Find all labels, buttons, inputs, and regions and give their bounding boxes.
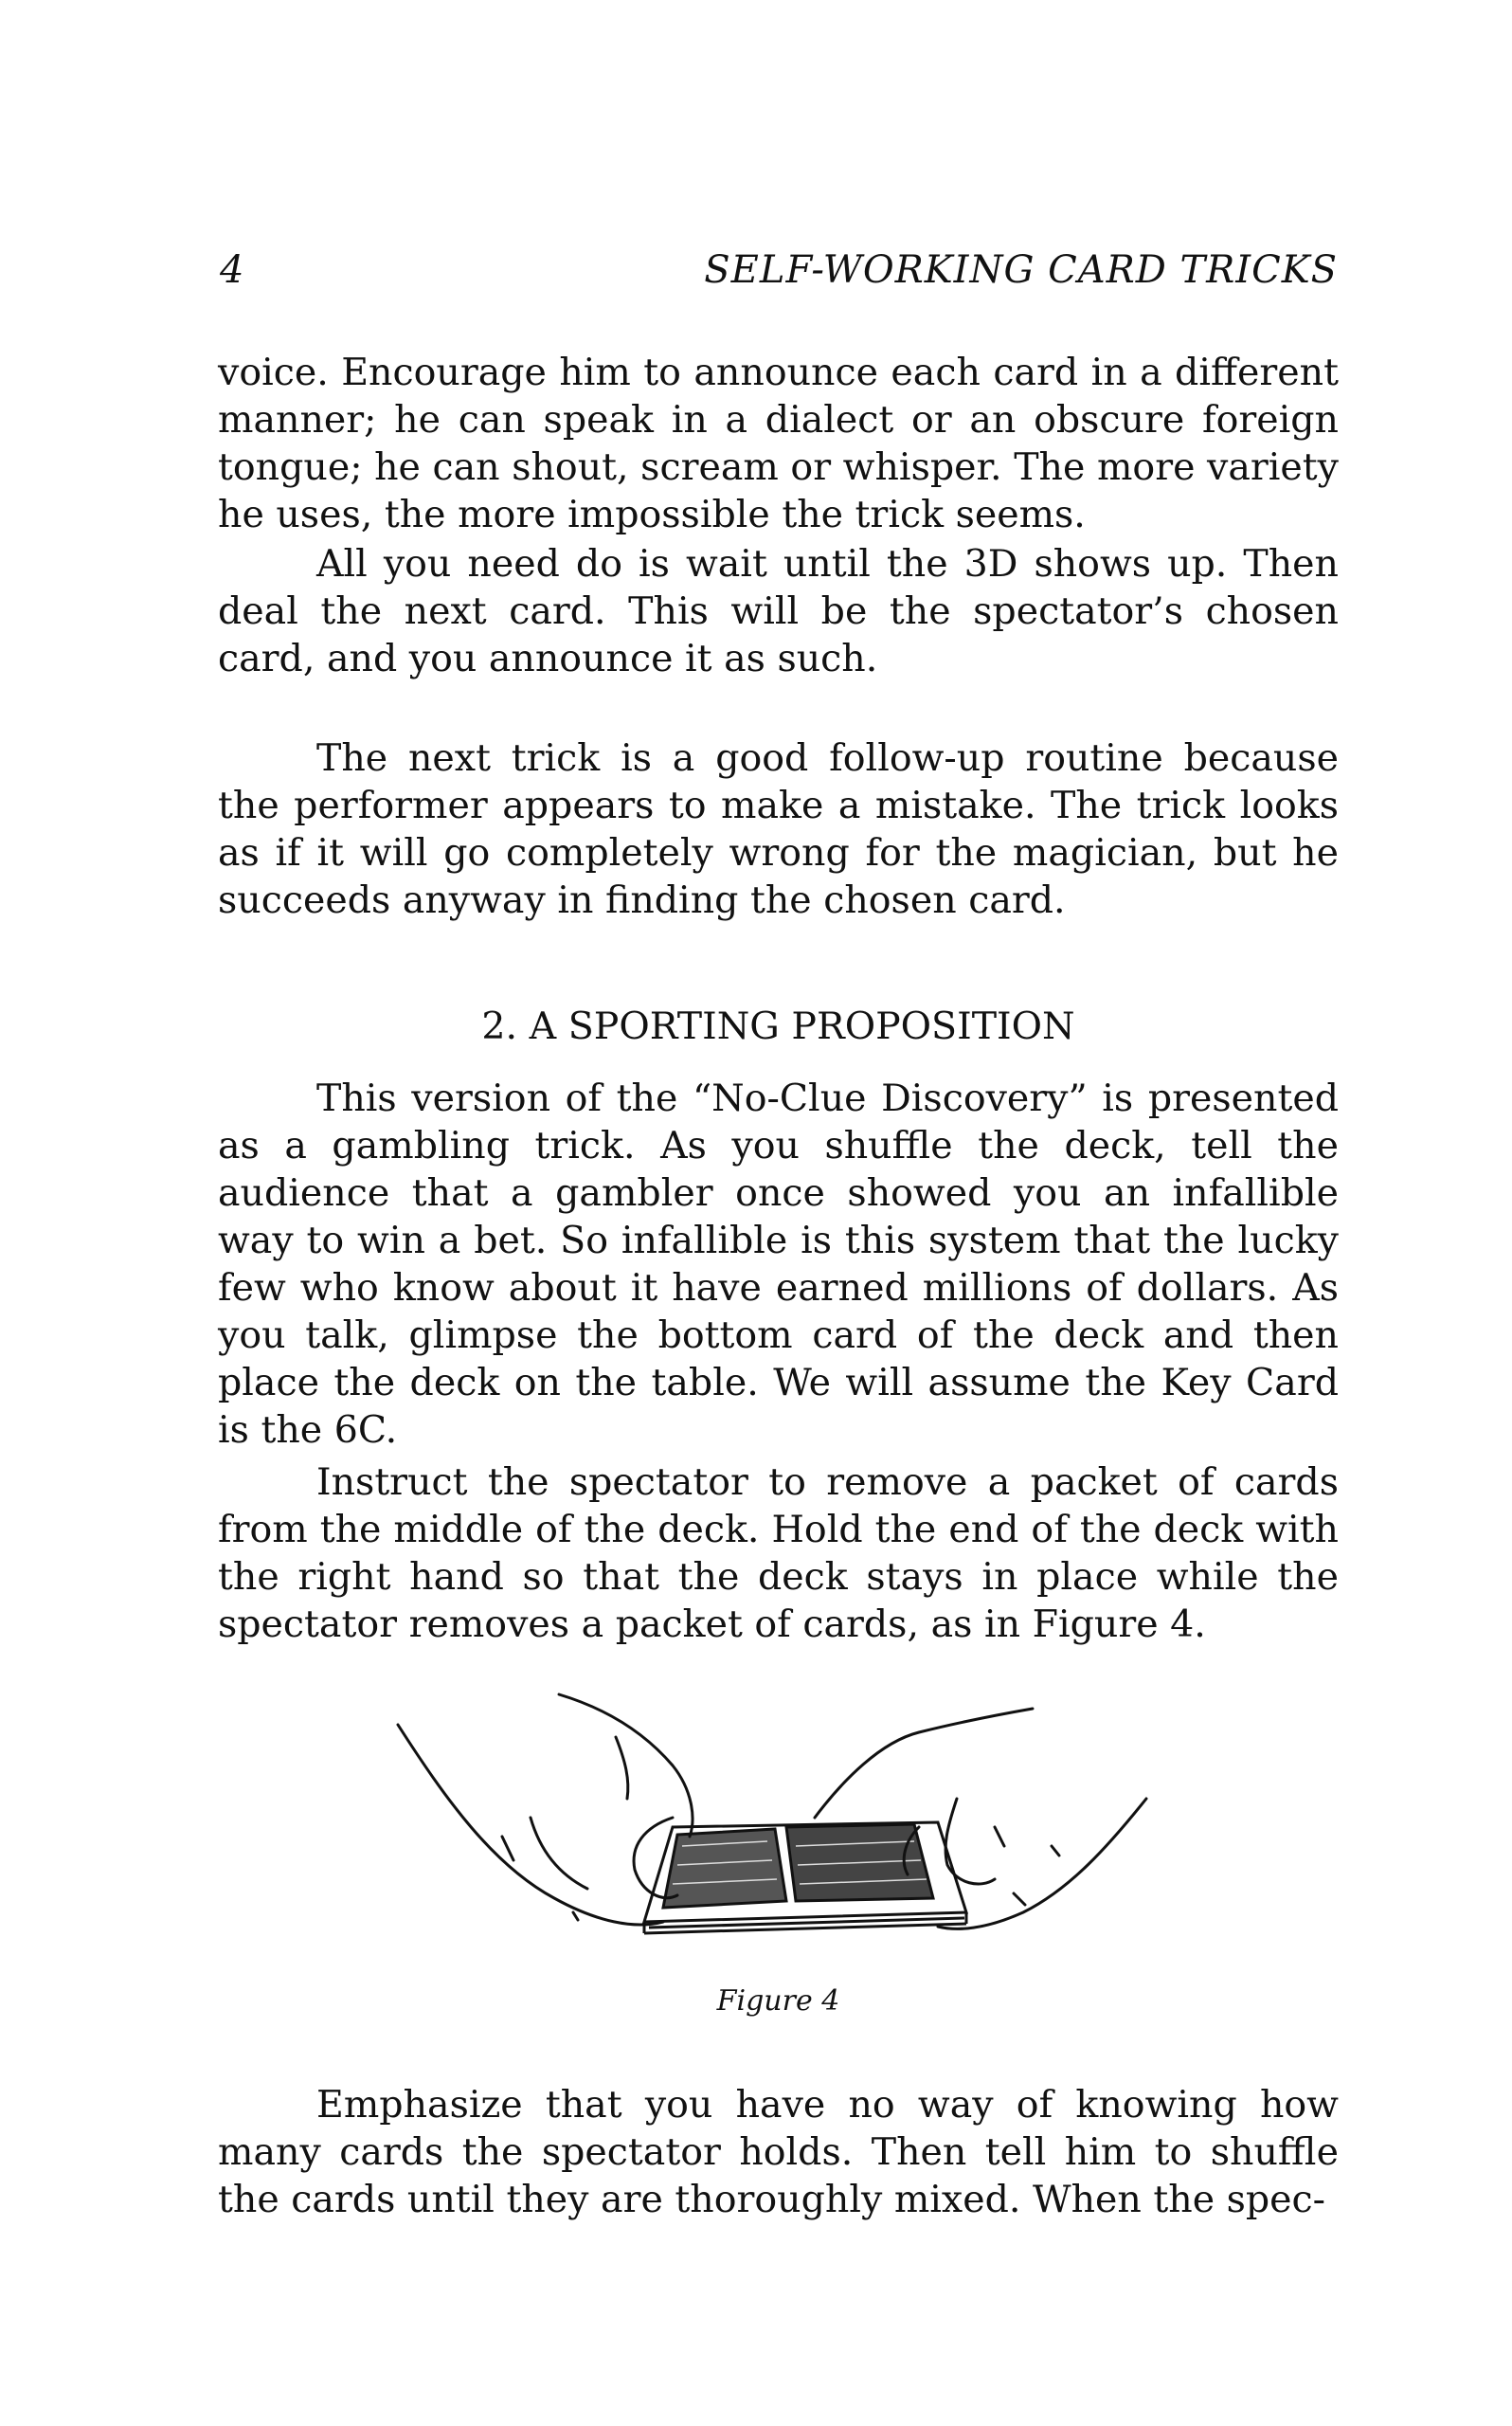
page-number: 4: [220, 248, 244, 292]
paragraph-wait-for-3d: All you need do is wait until the 3D shows up. Then deal the next card. This will be the spectator’s chosen card, and you announce it as such.: [218, 542, 1339, 680]
running-header: [220, 248, 1338, 301]
running-title: SELF-WORKING CARD TRICKS: [704, 248, 1338, 292]
section-heading: 2. A SPORTING PROPOSITION: [481, 1005, 1075, 1048]
paragraph-voice: voice. Encourage him to announce each card in a different manner; he can speak in a dialect or an obscure foreign tongue; he can shout, scream or whisper. The more variety he uses, the more impossible the trick seems.: [218, 351, 1339, 536]
paragraph-gambling-trick: This version of the “No-Clue Discovery” is presented as a gambling trick. As you shuffle the deck, tell the audience that a gambler once showed you an infallible way to win a bet. So infallible is this system that the lucky few who know about it have earned millions of dollars. As you talk, glimpse the bottom card of the deck and then place the deck on the table. We will assume the Key Card is the 6C.: [218, 1077, 1339, 1452]
left-hand: [398, 1694, 693, 1925]
figure-caption: Figure 4: [716, 1984, 840, 2018]
deck-of-cards: [644, 1822, 966, 1933]
paragraph-emphasize: Emphasize that you have no way of knowing how many cards the spectator holds. Then tell him to shuffle the cards until they are thoroughly mixed. When the spec-: [218, 2083, 1339, 2221]
figure-4-illustration: [388, 1685, 1165, 1969]
paragraph-instruct-spectator: Instruct the spectator to remove a packet of cards from the middle of the deck. Hold the end of the deck with the right hand so that the deck stays in place while the spectator removes a packet of cards, as in Figure 4.: [218, 1460, 1339, 1646]
paragraph-follow-up: The next trick is a good follow-up routine because the performer appears to make a mistake. The trick looks as if it will go completely wrong for the magician, but he succeeds anyway in finding the chosen card.: [218, 736, 1339, 922]
